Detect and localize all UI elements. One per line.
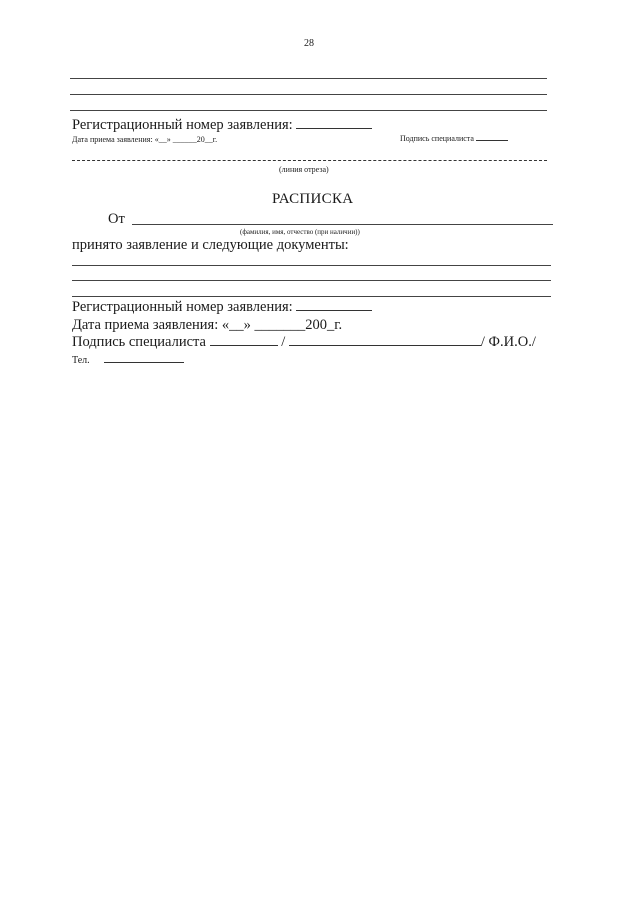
signature-row (400, 134, 508, 143)
receipt-signature-field (210, 345, 278, 346)
cut-line (72, 160, 547, 161)
blank-line (70, 94, 547, 95)
blank-line (70, 78, 547, 79)
receipt-signature-label: Подпись специалиста (72, 334, 206, 350)
signature-field (476, 140, 508, 141)
phone-label: Тел. (72, 355, 90, 366)
receipt-date-label: Дата приема заявления: «__» _______200_г. (72, 317, 343, 333)
receipt-fio-field (289, 345, 481, 346)
receipt-reg-number-row (72, 299, 372, 316)
date-label: Дата приема заявления: «__» ______20__г. (72, 135, 218, 144)
signature-separator: / (281, 334, 286, 350)
phone-row (72, 355, 184, 366)
blank-line (70, 110, 547, 111)
reg-number-label: Регистрационный номер заявления: (72, 117, 293, 133)
from-label: От (108, 211, 125, 227)
page-number: 28 (304, 38, 314, 49)
from-name-line (132, 224, 553, 225)
document-line (72, 265, 551, 266)
reg-number-field (296, 128, 372, 129)
document-line (72, 296, 551, 297)
receipt-signature-row (72, 334, 536, 351)
reg-number-row (72, 117, 372, 134)
signature-label: Подпись специалиста (400, 134, 474, 143)
accepted-text: принято заявление и следующие документы: (72, 237, 349, 253)
fio-label: / Ф.И.О./ (480, 334, 536, 350)
cut-line-label: (линия отреза) (279, 165, 329, 174)
document-line (72, 280, 551, 281)
receipt-title: РАСПИСКА (272, 191, 354, 207)
receipt-reg-number-field (296, 310, 372, 311)
phone-field (104, 362, 184, 363)
receipt-reg-number-label: Регистрационный номер заявления: (72, 299, 293, 315)
name-hint: (фамилия, имя, отчество (при наличии)) (240, 228, 360, 236)
